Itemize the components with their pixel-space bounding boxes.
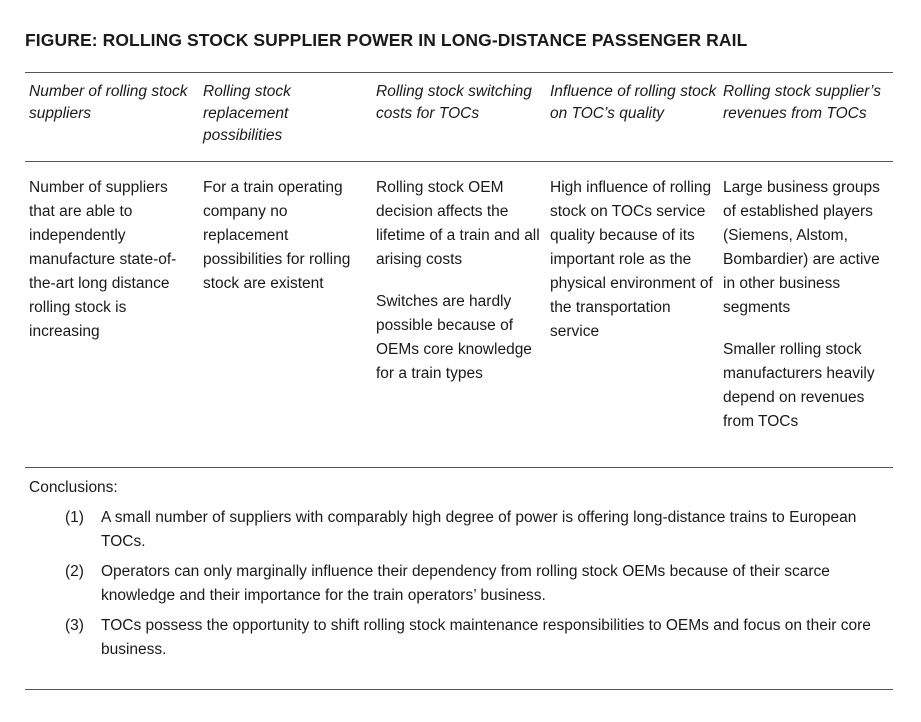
bottom-divider <box>25 689 893 690</box>
column-header-supplier-count: Number of rolling stock suppliers <box>29 83 188 122</box>
conclusion-text: Operators can only marginally influence their dependency from rolling stock OEMs because of their scarce knowledge and their importance for the train operators’ business. <box>101 563 830 604</box>
conclusion-number: (1) <box>65 509 84 526</box>
column-body-replacement <box>203 176 371 296</box>
top-divider <box>25 72 893 73</box>
conclusion-item <box>29 614 889 662</box>
column-body-quality-influence <box>550 176 718 344</box>
conclusions-list <box>29 506 889 662</box>
column-body-supplier-count <box>29 176 197 344</box>
column-header-switching-costs: Rolling stock switching costs for TOCs <box>376 83 532 122</box>
cell-paragraph: Smaller rolling stock manufacturers heavily depend on revenues from TOCs <box>723 341 875 430</box>
conclusions-label: Conclusions: <box>29 479 118 496</box>
conclusion-number: (3) <box>65 617 84 634</box>
column-body-switching-costs <box>376 176 544 386</box>
conclusions-section <box>29 476 889 668</box>
conclusion-item <box>29 506 889 554</box>
cell-paragraph: Large business groups of established players (Siemens, Alstom, Bombardier) are active in other business segments <box>723 179 880 316</box>
conclusion-item <box>29 560 889 608</box>
cell-paragraph: Number of suppliers that are able to independently manufacture state-of-the-art long distance rolling stock is increasing <box>29 179 177 340</box>
column-header-quality-influence: Influence of rolling stock on TOC’s quality <box>550 83 717 122</box>
conclusion-text: A small number of suppliers with comparably high degree of power is offering long-distance trains to European TOCs. <box>101 509 857 550</box>
column-header-replacement: Rolling stock replacement possibilities <box>203 83 291 144</box>
cell-paragraph: Switches are hardly possible because of OEMs core knowledge for a train types <box>376 293 532 382</box>
conclusions-divider <box>25 467 893 468</box>
header-divider <box>25 161 893 162</box>
cell-paragraph: High influence of rolling stock on TOCs service quality because of its important role as the physical environment of the transportation service <box>550 179 713 340</box>
conclusion-text: TOCs possess the opportunity to shift rolling stock maintenance responsibilities to OEMs and focus on their core business. <box>101 617 871 658</box>
conclusion-number: (2) <box>65 563 84 580</box>
column-body-supplier-revenues <box>723 176 891 434</box>
figure-title: FIGURE: ROLLING STOCK SUPPLIER POWER IN LONG-DISTANCE PASSENGER RAIL <box>25 30 748 50</box>
cell-paragraph: Rolling stock OEM decision affects the lifetime of a train and all arising costs <box>376 179 540 268</box>
column-header-supplier-revenues: Rolling stock supplier’s revenues from TOCs <box>723 83 881 122</box>
cell-paragraph: For a train operating company no replacement possibilities for rolling stock are existent <box>203 179 351 292</box>
